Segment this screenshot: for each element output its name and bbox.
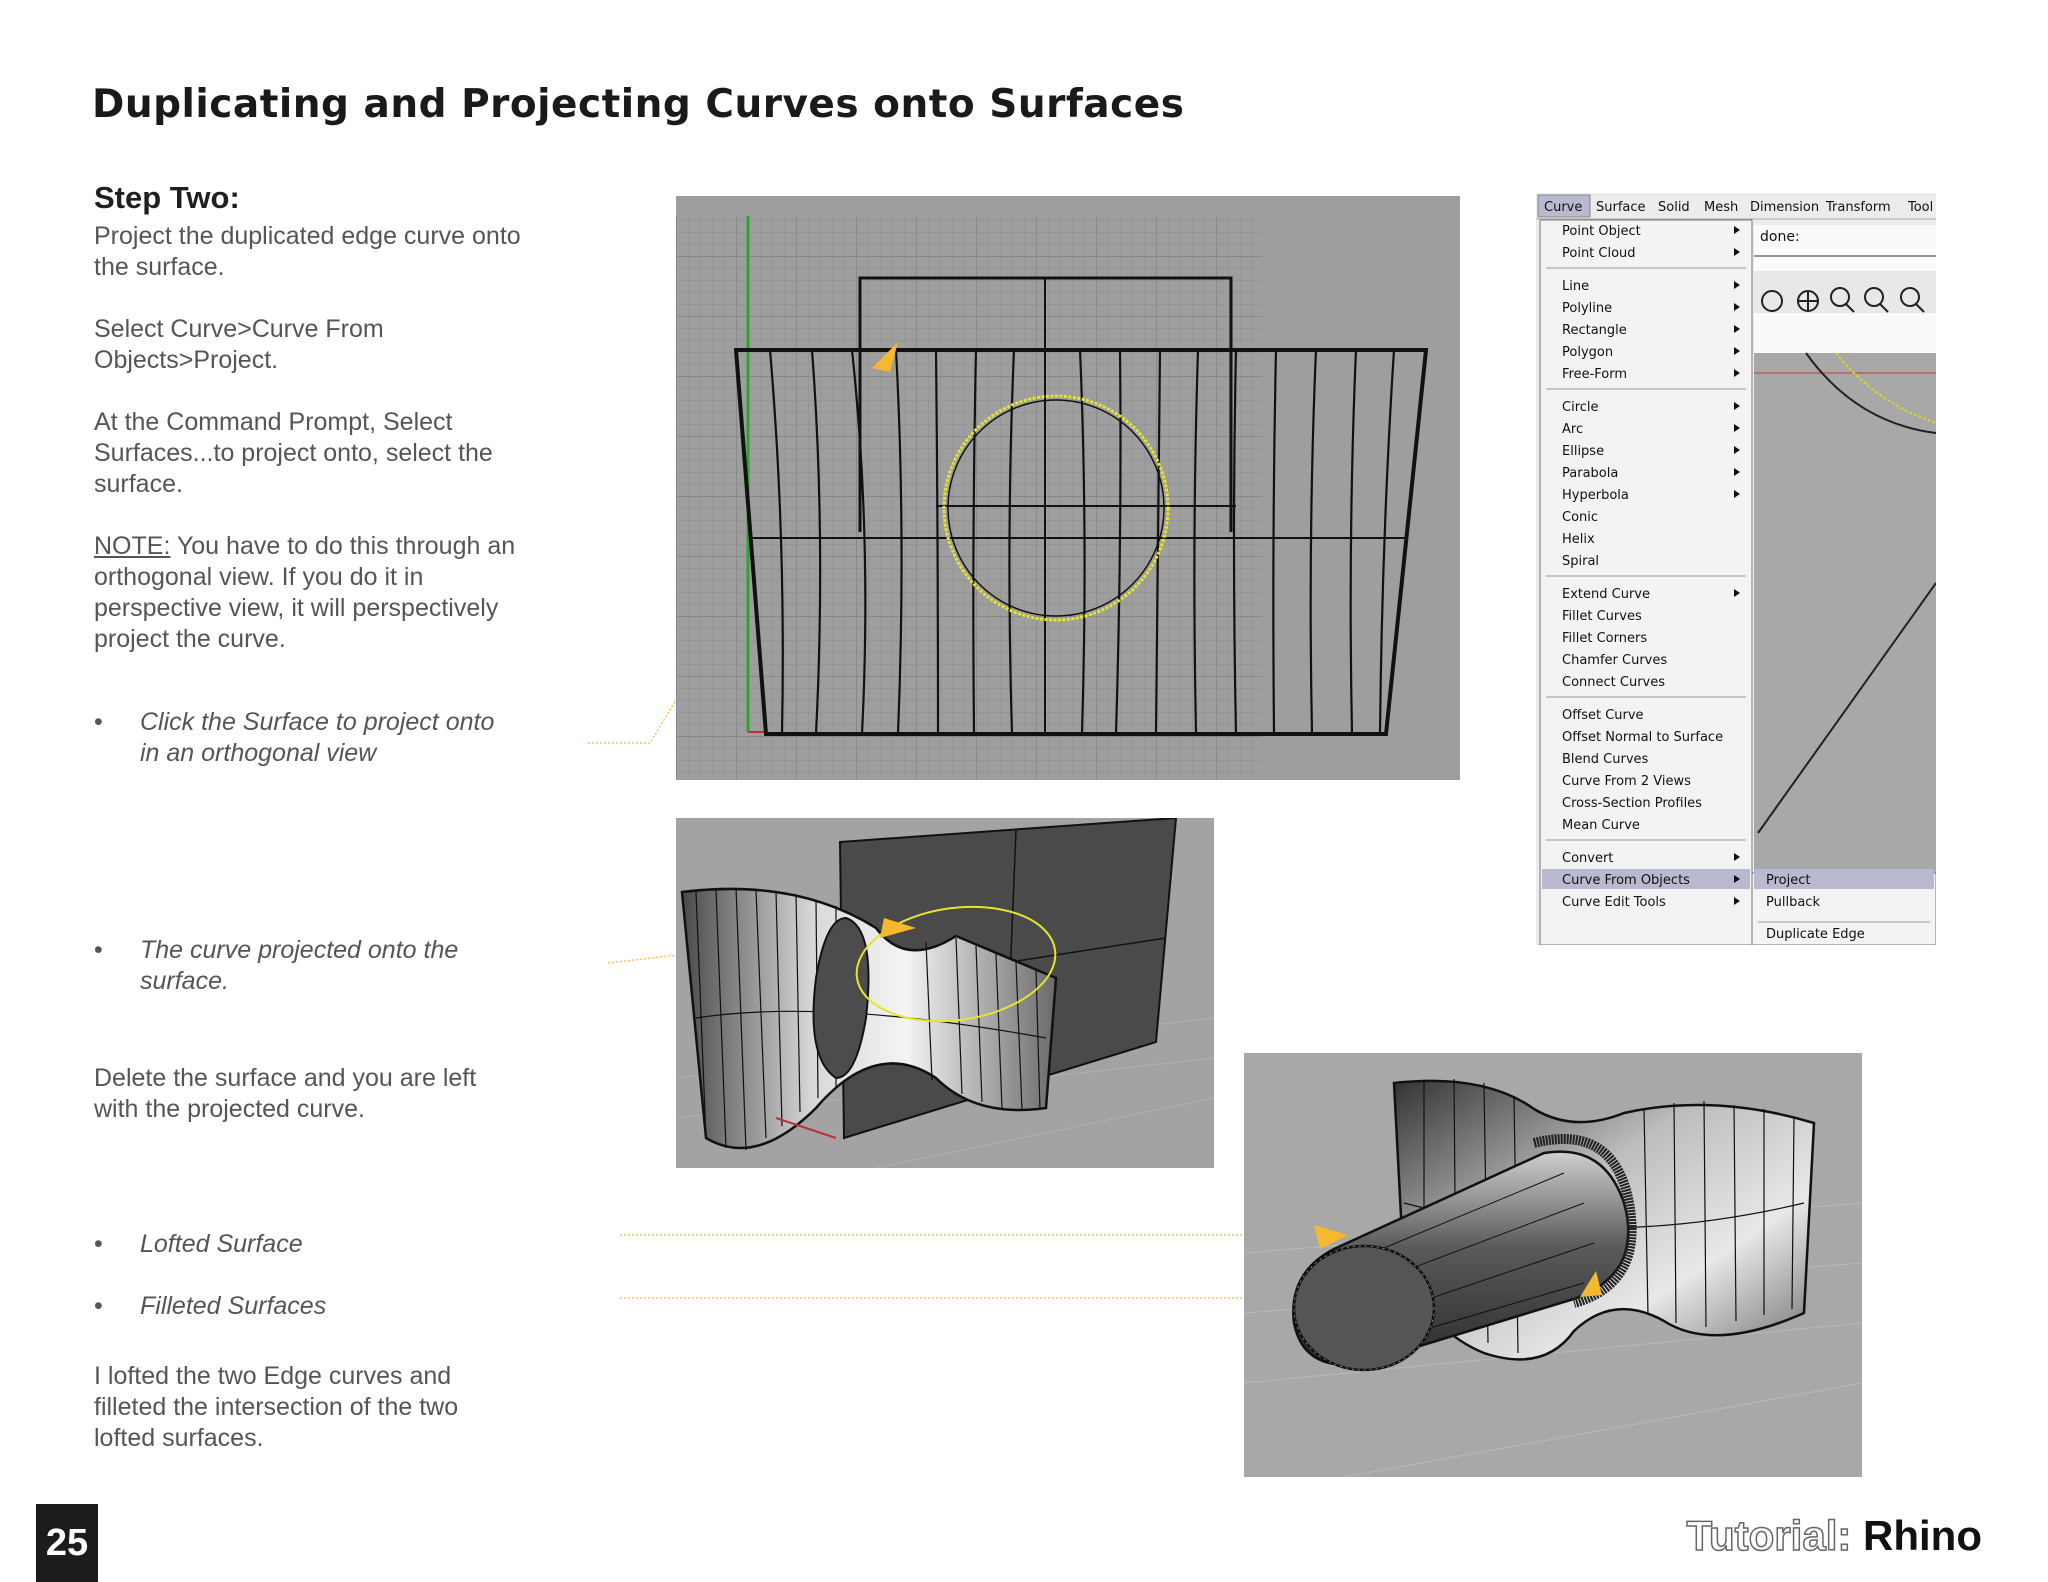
submenu-item-pullback[interactable]: Pullback: [1766, 895, 1820, 910]
perspective-projected-viewport: [676, 818, 1214, 1168]
bullet-dot: •: [94, 936, 103, 964]
note-text: You have to do this through an orthogonal view. If you do it in perspective view, it will perspectively project the curve.: [94, 532, 516, 653]
brand-name: Rhino: [1851, 1512, 1982, 1559]
step-paragraph-2: Select Curve>Curve From Objects>Project.: [94, 315, 384, 374]
command-prompt-text: done:: [1760, 229, 1800, 245]
menu-item-chamfer-curves[interactable]: Chamfer Curves: [1562, 653, 1668, 668]
menu-item-curve-from-objects[interactable]: Curve From Objects: [1562, 873, 1690, 888]
menu-item-circle[interactable]: Circle: [1562, 400, 1599, 415]
menu-item-free-form[interactable]: Free-Form: [1562, 367, 1628, 382]
bullet-dot: •: [94, 708, 103, 736]
note-label: NOTE:: [94, 532, 171, 560]
menu-item-polygon[interactable]: Polygon: [1562, 345, 1614, 360]
menubar-item-solid[interactable]: Solid: [1658, 200, 1690, 215]
bullet-dot: •: [94, 1292, 103, 1320]
bullet-text: The curve projected onto the surface.: [140, 936, 459, 995]
menubar-item-curve[interactable]: Curve: [1544, 200, 1583, 215]
bullet-text: Click the Surface to project onto in an orthogonal view: [140, 708, 495, 767]
menu-item-hyperbola[interactable]: Hyperbola: [1562, 488, 1629, 503]
menu-item-fillet-curves[interactable]: Fillet Curves: [1562, 609, 1642, 624]
menu-item-convert[interactable]: Convert: [1562, 851, 1614, 866]
step-paragraph-1: Project the duplicated edge curve onto the surface.: [94, 222, 521, 281]
menu-item-helix[interactable]: Helix: [1562, 532, 1595, 547]
menubar-item-dimension[interactable]: Dimension: [1750, 200, 1820, 215]
lofted-filleted-viewport: [1244, 1053, 1862, 1477]
bullet-text: Filleted Surfaces: [140, 1292, 327, 1320]
menu-item-rectangle[interactable]: Rectangle: [1562, 323, 1627, 338]
menu-item-mean-curve[interactable]: Mean Curve: [1562, 818, 1640, 833]
menu-item-spiral[interactable]: Spiral: [1562, 554, 1600, 569]
delete-paragraph: Delete the surface and you are left with the projected curve.: [94, 1064, 477, 1123]
menu-item-fillet-corners[interactable]: Fillet Corners: [1562, 631, 1648, 646]
orthogonal-viewport: [676, 196, 1460, 780]
step-heading: Step Two:: [94, 180, 240, 215]
step-paragraph-3: At the Command Prompt, Select Surfaces...to project onto, select the surface.: [94, 408, 493, 498]
menubar-item-transform[interactable]: Transform: [1826, 200, 1891, 215]
menubar-item-mesh[interactable]: Mesh: [1704, 200, 1739, 215]
brand-prefix: Tutorial:: [1686, 1512, 1852, 1559]
menu-item-line[interactable]: Line: [1562, 279, 1590, 294]
page-title: Duplicating and Projecting Curves onto Surfaces: [92, 82, 1185, 127]
bullet-text: Lofted Surface: [140, 1230, 303, 1258]
menubar-item-surface[interactable]: Surface: [1596, 200, 1646, 215]
lofted-paragraph: I lofted the two Edge curves and filleted the intersection of the two lofted surfaces.: [94, 1362, 459, 1452]
menu-item-offset-curve[interactable]: Offset Curve: [1562, 708, 1644, 723]
menu-item-point-cloud[interactable]: Point Cloud: [1562, 246, 1636, 261]
menubar-item-tool[interactable]: Tool: [1908, 200, 1934, 215]
menu-item-curve-edit-tools[interactable]: Curve Edit Tools: [1562, 895, 1666, 910]
menu-item-polyline[interactable]: Polyline: [1562, 301, 1613, 316]
submenu-item-duplicate-edge[interactable]: Duplicate Edge: [1766, 927, 1865, 942]
menu-item-conic[interactable]: Conic: [1562, 510, 1599, 525]
menu-item-point-object[interactable]: Point Object: [1562, 224, 1641, 239]
menu-item-ellipse[interactable]: Ellipse: [1562, 444, 1605, 459]
menu-item-cross-section-profiles[interactable]: Cross-Section Profiles: [1562, 796, 1702, 811]
menu-item-blend-curves[interactable]: Blend Curves: [1562, 752, 1649, 767]
page-number: 25: [36, 1504, 98, 1582]
menu-item-extend-curve[interactable]: Extend Curve: [1562, 587, 1650, 602]
brand-footer: [1686, 1512, 1982, 1560]
menu-item-curve-from-2-views[interactable]: Curve From 2 Views: [1562, 774, 1691, 789]
menu-item-parabola[interactable]: Parabola: [1562, 466, 1619, 481]
menu-item-arc[interactable]: Arc: [1562, 422, 1584, 437]
menu-item-offset-normal-to-surface[interactable]: Offset Normal to Surface: [1562, 730, 1724, 745]
menu-item-connect-curves[interactable]: Connect Curves: [1562, 675, 1666, 690]
bullet-dot: •: [94, 1230, 103, 1258]
rhino-menu-screenshot: [1536, 193, 1936, 945]
submenu-item-project[interactable]: Project: [1766, 873, 1811, 888]
